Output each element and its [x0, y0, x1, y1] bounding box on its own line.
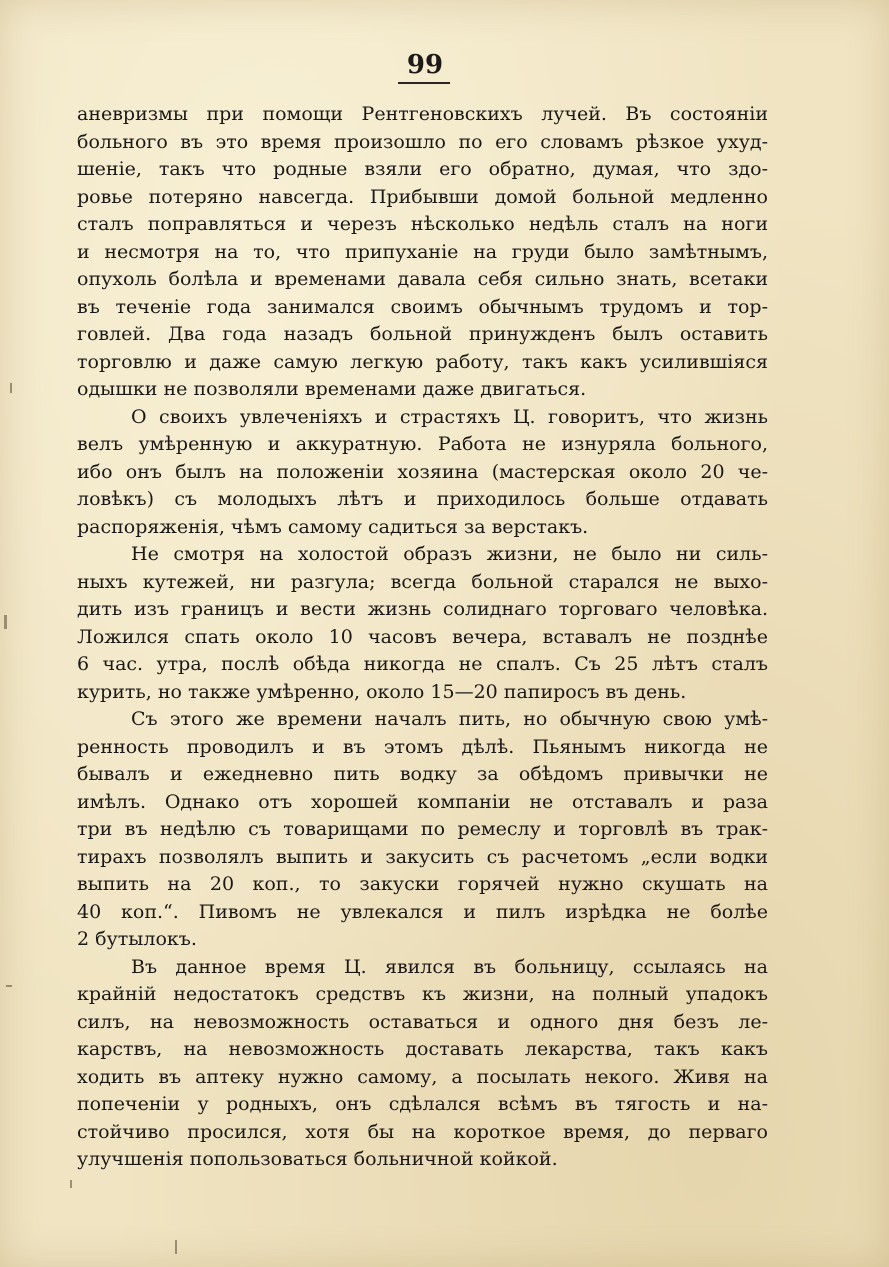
text-line: сталъ поправляться и черезъ нѣсколько недѣль сталъ на ноги — [77, 213, 768, 235]
text-line: бывалъ и ежедневно пить водку за обѣдомъ привычки не — [77, 763, 768, 785]
text-line: больного въ это время произошло по его словамъ рѣзкое ухуд- — [77, 130, 768, 153]
text-line: опухоль болѣла и временами давала себя сильно знать, всетаки — [77, 268, 768, 290]
text-line: попеченіи у родныхъ, онъ сдѣлался всѣмъ въ тягость и на- — [77, 1093, 768, 1115]
scan-speck — [6, 985, 12, 987]
text-line: крайній недостатокъ средствъ къ жизни, на полный упадокъ — [77, 983, 768, 1005]
text-line: ренность проводилъ и въ этомъ дѣлѣ. Пьянымъ никогда не — [77, 735, 768, 758]
scan-speck — [70, 1180, 72, 1188]
text-line: тирахъ позволялъ выпить и закусить съ расчетомъ „если водки — [77, 845, 768, 868]
text-line: Въ данное время Ц. явился въ больницу, ссылаясь на — [131, 955, 768, 978]
text-line: выпить на 20 коп., то закуски горячей нужно скушать на — [77, 873, 768, 895]
text-line: велъ умѣренную и аккуратную. Работа не изнуряла больного, — [77, 433, 768, 455]
text-line: курить, но также умѣренно, около 15—20 папиросъ въ день. — [77, 680, 687, 703]
text-line: ныхъ кутежей, ни разгула; всегда больной старался не выхо- — [77, 570, 768, 593]
text-line: 6 час. утра, послѣ обѣда никогда не спалъ. Съ 25 лѣтъ сталъ — [77, 653, 768, 675]
text-line: шеніе, такъ что родные взяли его обратно, думая, что здо- — [77, 158, 768, 180]
text-line: распоряженія, чѣмъ самому садиться за верстакъ. — [77, 515, 589, 538]
paragraph — [77, 404, 768, 542]
text-line: улучшенія попользоваться больничной койкой. — [77, 1148, 558, 1170]
page-number: 99 — [406, 50, 444, 80]
text-line: аневризмы при помощи Рентгеновскихъ лучей. Въ состояніи — [77, 103, 768, 125]
text-line: и несмотря на то, что припуханіе на груди было замѣтнымъ, — [77, 240, 768, 263]
paragraph — [77, 706, 768, 954]
text-line: ходить въ аптеку нужно самому, а посылать некого. Живя на — [77, 1065, 768, 1088]
text-line: ловѣкъ) съ молодыхъ лѣтъ и приходилось больше отдавать — [77, 488, 768, 510]
text-line: одышки не позволяли временами даже двигаться. — [77, 378, 587, 400]
page-number-rule — [398, 82, 450, 84]
text-line: Не смотря на холостой образъ жизни, не было ни силь- — [131, 543, 768, 565]
text-line: торговлю и даже самую легкую работу, такъ какъ усилившіяся — [77, 350, 768, 373]
text-line: ровье потеряно навсегда. Прибывши домой больной медленно — [77, 185, 768, 208]
scan-speck — [10, 383, 12, 393]
text-line: карствъ, на невозможность доставать лекарства, такъ какъ — [77, 1038, 768, 1060]
text-line: 2 бутылокъ. — [77, 928, 197, 950]
text-line: 40 коп.“. Пивомъ не увлекался и пилъ изрѣдка не болѣе — [77, 900, 768, 923]
text-line: дить изъ границъ и вести жизнь солиднаго торговаго человѣка. — [77, 598, 768, 620]
text-line: силъ, на невозможность оставаться и одного дня безъ ле- — [77, 1010, 768, 1033]
text-line: въ теченіе года занимался своимъ обычнымъ трудомъ и тор- — [77, 295, 768, 318]
text-line: говлей. Два года назадъ больной принужденъ былъ оставить — [77, 323, 768, 345]
text-line: Съ этого же времени началъ пить, но обычную свою умѣ- — [131, 708, 768, 730]
paragraph — [77, 541, 768, 706]
text-line: О своихъ увлеченіяхъ и страстяхъ Ц. говоритъ, что жизнь — [131, 405, 768, 428]
scan-speck — [4, 615, 7, 629]
text-line: стойчиво просился, хотя бы на короткое время, до перваго — [77, 1120, 768, 1143]
scan-speck — [175, 1240, 177, 1254]
paragraph — [77, 954, 768, 1174]
text-line: три въ недѣлю съ товарищами по ремеслу и торговлѣ въ трак- — [77, 818, 768, 840]
body-text — [77, 101, 768, 1174]
text-line: Ложился спать около 10 часовъ вечера, вставалъ не позднѣе — [77, 625, 768, 648]
text-line: имѣлъ. Однако отъ хорошей компаніи не отставалъ и раза — [77, 790, 768, 813]
text-line: ибо онъ былъ на положеніи хозяина (мастерская около 20 че- — [77, 460, 768, 483]
paragraph — [77, 101, 768, 404]
